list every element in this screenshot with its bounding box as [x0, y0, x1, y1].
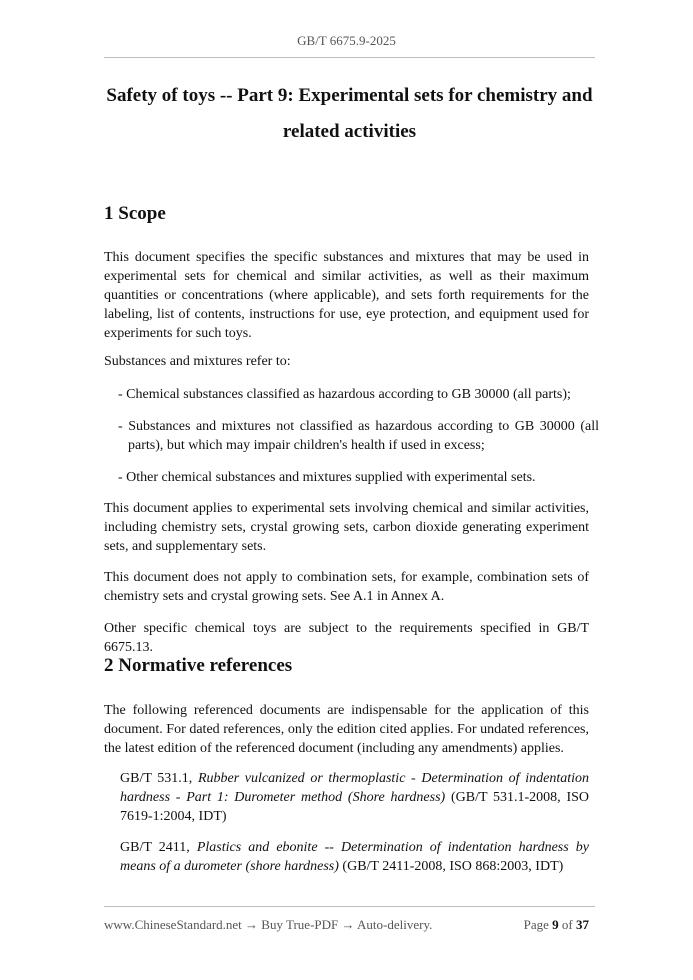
footer-divider [104, 906, 595, 907]
page-prefix: Page [523, 917, 553, 932]
reference-title: Plastics and ebonite -- Determination of indentation hardness by means of a durometer (shore hardness) [120, 840, 589, 874]
section-heading-normative-references: 2 Normative references [104, 655, 293, 676]
reference-tail: (GB/T 2411-2008, ISO 868:2003, IDT) [338, 859, 564, 874]
page-current: 9 [552, 917, 559, 932]
reference-entry [120, 838, 589, 876]
scope-paragraph-4: This document does not apply to combination sets, for example, combination sets of chemistry sets and crystal growing sets. See A.1 in Annex A. [104, 570, 589, 604]
page-total: 37 [576, 917, 589, 932]
reference-code: GB/T 531.1, [120, 771, 198, 786]
reference-entry [120, 769, 589, 826]
scope-paragraph-5: Other specific chemical toys are subject to the requirements specified in GB/T 6675.13. [104, 621, 589, 655]
scope-bullet-3: - Other chemical substances and mixtures supplied with experimental sets. [118, 470, 536, 485]
reference-code: GB/T 2411, [120, 840, 197, 855]
reference-tail: (GB/T 531.1-2008, ISO 7619-1:2004, IDT) [120, 790, 589, 824]
footer-site-link[interactable]: www.ChineseStandard.net → Buy True-PDF → Auto-delivery. [104, 917, 433, 932]
reference-title: Rubber vulcanized or thermoplastic - Determination of indentation hardness - Part 1: Durometer method (Shore hardness) [120, 771, 589, 805]
scope-paragraph-3: This document applies to experimental sets involving chemical and similar activities, including chemistry sets, crystal growing sets, carbon dioxide generating experiment sets, and supplementary sets. [104, 501, 589, 554]
scope-paragraph-1: This document specifies the specific substances and mixtures that may be used in experimental sets for chemical and similar activities, as well as their maximum quantities or concentrations (where applicable), and sets forth requirements for the labeling, list of contents, instructions for use, eye protection, and equipment used for experiments for such toys. [104, 250, 589, 341]
page-of: of [558, 917, 576, 932]
header-divider [104, 57, 595, 58]
document-title: Safety of toys -- Part 9: Experimental sets for chemistry and related activities [106, 85, 593, 142]
running-header: GB/T 6675.9-2025 [297, 33, 396, 48]
scope-bullet-1: - Chemical substances classified as hazardous according to GB 30000 (all parts); [118, 387, 571, 402]
normative-references-intro: The following referenced documents are indispensable for the application of this document. For dated references, only the edition cited applies. For undated references, the latest edition of the referenced document (including any amendments) applies. [104, 703, 589, 756]
section-heading-scope: 1 Scope [104, 203, 166, 224]
scope-paragraph-2: Substances and mixtures refer to: [104, 354, 291, 369]
scope-bullet-2: - Substances and mixtures not classified as hazardous according to GB 30000 (all parts), but which may impair children's health if used in excess; [118, 419, 599, 453]
page-number [524, 917, 589, 933]
